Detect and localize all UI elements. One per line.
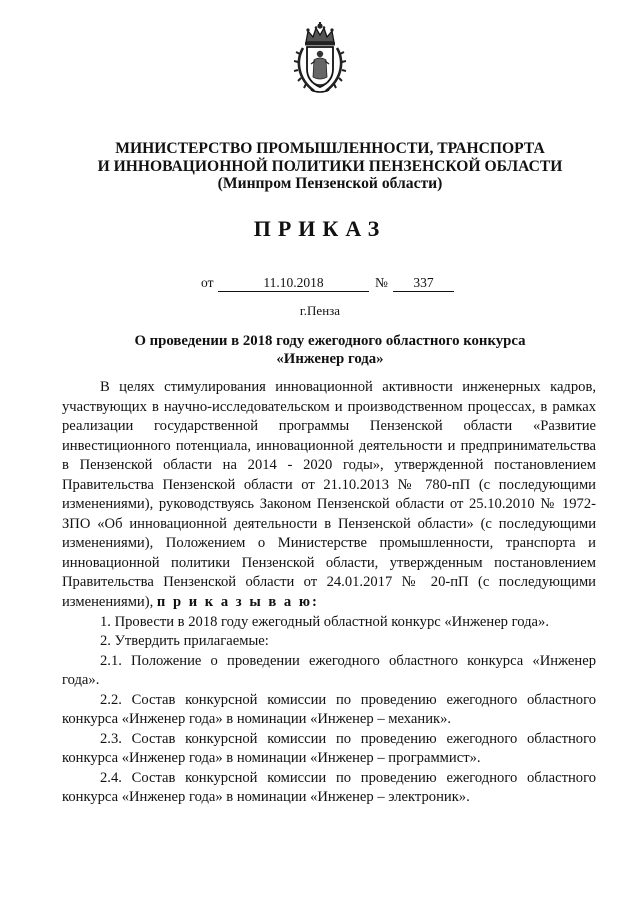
order-date: 11.10.2018 — [218, 275, 369, 292]
order-body — [62, 378, 596, 808]
ministry-short-name: (Минпром Пензенской области) — [217, 175, 443, 192]
city-label: г.Пенза — [299, 303, 341, 318]
order-item: 1. Провести в 2018 году ежегодный областной конкурс «Инженер года». — [100, 613, 549, 630]
order-item: 2.2. Состав конкурсной комиссии по проведению ежегодного областного конкурса «Инженер года» в номинации «Инженер – механик». — [62, 691, 596, 728]
order-item: 2.3. Состав конкурсной комиссии по проведению ежегодного областного конкурса «Инженер года» в номинации «Инженер – программист». — [62, 730, 596, 767]
preamble-paragraph — [62, 378, 596, 613]
coat-of-arms-emblem — [294, 22, 346, 94]
subject-line1: О проведении в 2018 году ежегодного областного конкурса — [134, 333, 526, 349]
date-number-row — [0, 275, 640, 295]
document-type-title: ПРИКАЗ — [253, 216, 387, 241]
order-item: 2.1. Положение о проведении ежегодного областного конкурса «Инженер года». — [62, 652, 596, 689]
order-number: 337 — [393, 275, 454, 292]
number-prefix-label: № — [375, 275, 388, 290]
order-item: 2. Утвердить прилагаемые: — [100, 633, 269, 650]
order-keyword: п р и к а з ы в а ю: — [156, 594, 319, 611]
order-item: 2.4. Состав конкурсной комиссии по проведению ежегодного областного конкурса «Инженер года» в номинации «Инженер – электроник». — [62, 769, 596, 806]
date-prefix-label: от — [201, 275, 214, 290]
ministry-header — [40, 140, 620, 193]
ministry-name-line2: И ИННОВАЦИОННОЙ ПОЛИТИКИ ПЕНЗЕНСКОЙ ОБЛАСТИ — [97, 157, 563, 175]
ministry-name-line1: МИНИСТЕРСТВО ПРОМЫШЛЕННОСТИ, ТРАНСПОРТА — [115, 140, 545, 157]
subject-line2: «Инженер года» — [276, 351, 384, 367]
preamble-text: В целях стимулирования инновационной активности инженерных кадров, участвующих в научно-исследовательском и производственном процессах, в рамках реализации государственной программы Пензенской области «Развитие инвестиционного потенциала, инновационной деятельности и предпринимательства в Пензенской области на 2014 - 2020 годы», утвержденной постановлением Правительства Пензенской области от 21.10.2013 № 780-пП (с последующими изменениями), руководствуясь Законом Пензенской области от 25.10.2010 № 1972-ЗПО «Об инновационной деятельности в Пензенской области» (с последующими изменениями), Положением о Министерстве промышленности, транспорта и инновационной политики Пензенской области, утвержденным постановлением Правительства Пензенской области от 24.01.2017 № 20-пП (с последующими изменениями), — [62, 379, 596, 611]
order-subject — [90, 332, 570, 368]
